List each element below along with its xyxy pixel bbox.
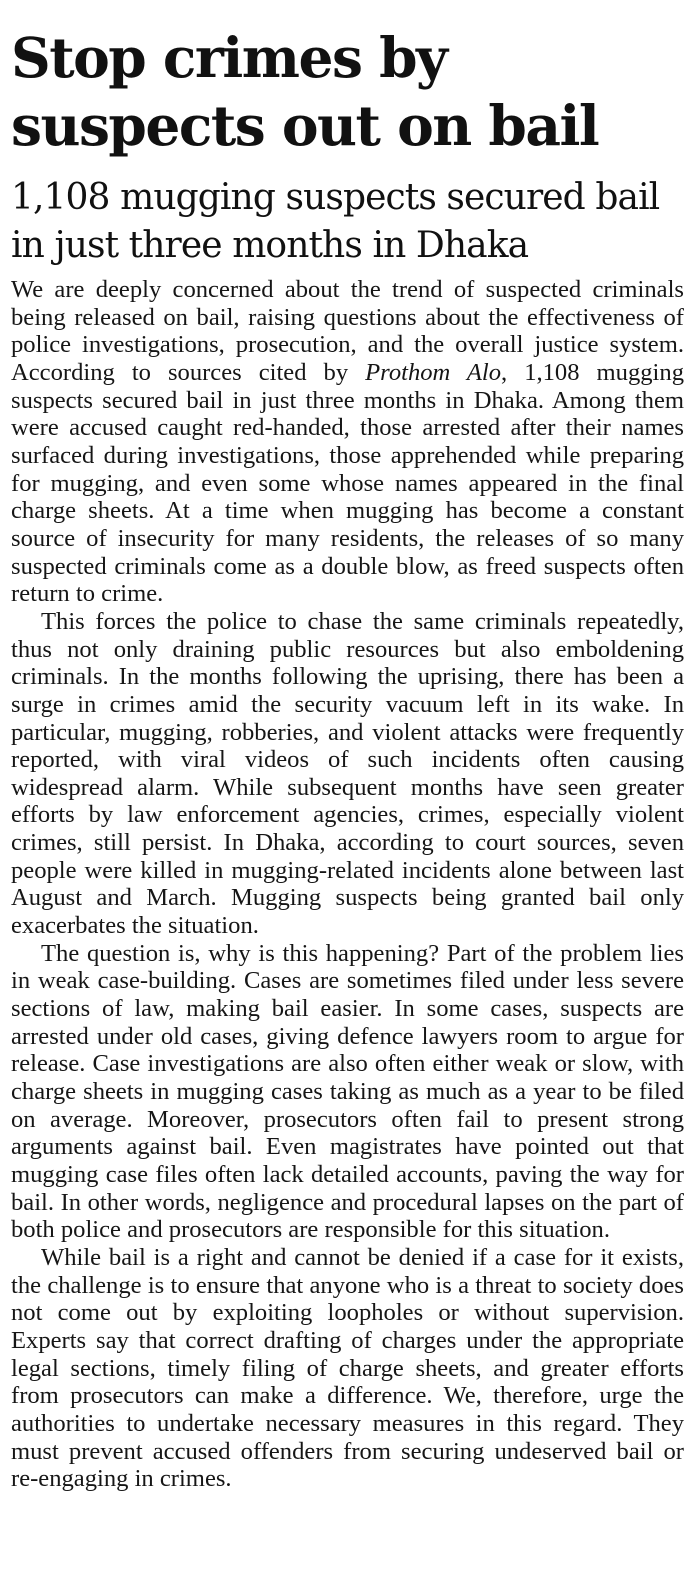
article-body <box>11 276 684 1493</box>
subheadline: 1,108 mugging suspects secured bail in just three months in Dhaka <box>11 177 660 266</box>
paragraph-1-text-a: We are deeply concerned about the trend of suspected criminals being released on bail, raising questions about the effectiveness of police investigations, prosecution, and the overall justice system. According to sources cited by <box>11 276 684 386</box>
source-name: Prothom Alo <box>365 358 502 386</box>
paragraph-4: While bail is a right and cannot be denied if a case for it exists, the challenge is to ensure that anyone who is a threat to society does not come out by exploiting loopholes or without supervision. Experts say that correct drafting of charges under the appropriate legal sections, timely filing of charge sheets, and greater efforts from prosecutors can make a difference. We, therefore, urge the authorities to undertake necessary measures in this regard. They must prevent accused offenders from securing undeserved bail or re-engaging in crimes. <box>11 1243 684 1493</box>
paragraph-1-text-b: , 1,108 mugging suspects secured bail in just three months in Dhaka. Among them were accused caught red-handed, those arrested after their names surfaced during investigations, those apprehended while preparing for mugging, and even some whose names appeared in the final charge sheets. At a time when mugging has become a constant source of insecurity for many residents, the releases of so many suspected criminals come as a double blow, as freed suspects often return to crime. <box>11 358 684 608</box>
paragraph-1 <box>11 276 684 608</box>
headline: Stop crimes by suspects out on bail <box>11 25 599 158</box>
paragraph-2: This forces the police to chase the same criminals repeatedly, thus not only draining public resources but also emboldening criminals. In the months following the uprising, there has been a surge in crimes amid the security vacuum left in its wake. In particular, mugging, robberies, and violent attacks were frequently reported, with viral videos of such incidents often causing widespread alarm. While subsequent months have seen greater efforts by law enforcement agencies, crimes, especially violent crimes, still persist. In Dhaka, according to court sources, seven people were killed in mugging-related incidents alone between last August and March. Mugging suspects being granted bail only exacerbates the situation. <box>11 607 684 940</box>
paragraph-3: The question is, why is this happening? Part of the problem lies in weak case-building. Cases are sometimes filed under less severe sections of law, making bail easier. In some cases, suspects are arrested under old cases, giving defence lawyers room to argue for release. Case investigations are also often either weak or slow, with charge sheets in mugging cases taking as much as a year to be filed on average. Moreover, prosecutors often fail to present strong arguments against bail. Even magistrates have pointed out that mugging case files often lack detailed accounts, paving the way for bail. In other words, negligence and procedural lapses on the part of both police and prosecutors are responsible for this situation. <box>11 939 684 1244</box>
